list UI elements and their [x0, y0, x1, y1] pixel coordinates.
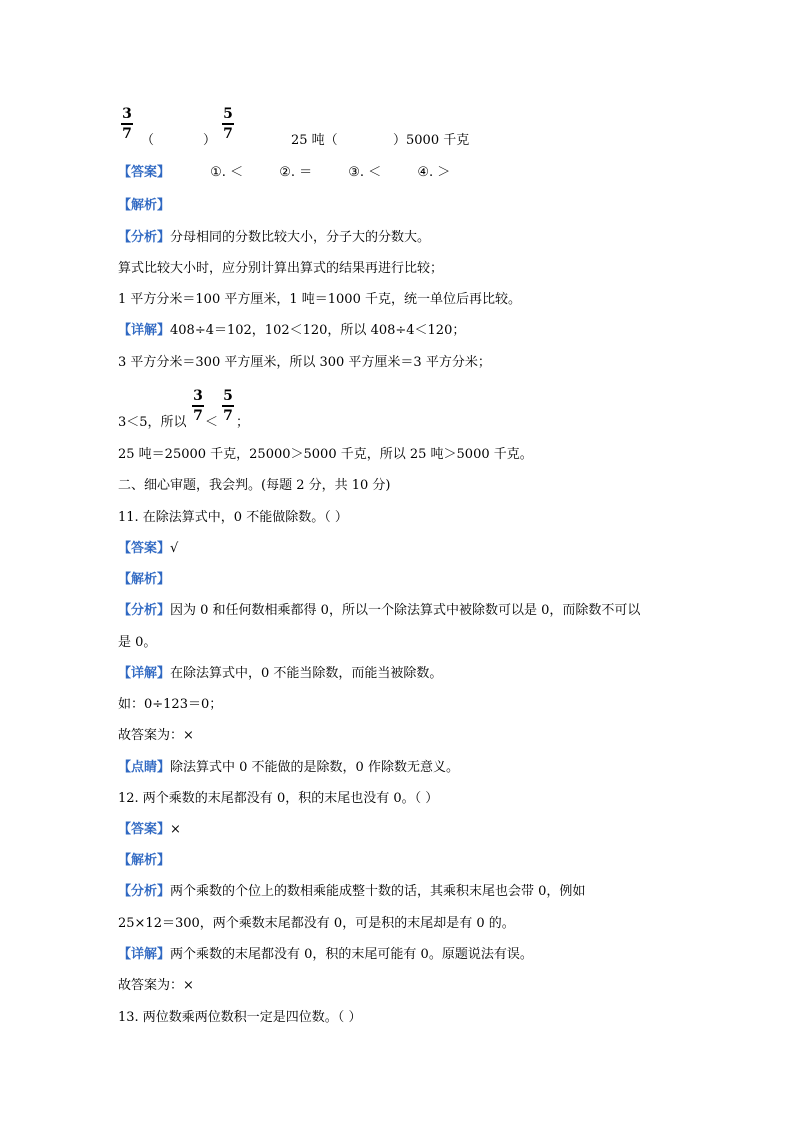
answer-row-q11	[118, 541, 178, 557]
question-11: 11. 在除法算式中，0 不能做除数。（ ）	[118, 510, 348, 525]
ton-compare-left: 25 吨（	[291, 133, 338, 148]
analysis-line	[118, 884, 585, 900]
semicolon: ；	[236, 415, 250, 430]
blank-paren-open: （	[141, 133, 155, 148]
text-line: 1 平方分米＝100 平方厘米，1 吨＝1000 千克，统一单位后再比较。	[118, 292, 521, 307]
fraction-bar	[192, 405, 204, 407]
blank-paren-close: ）	[203, 133, 217, 148]
option-4: ④. ＞	[417, 165, 451, 180]
option-2: ②. ＝	[279, 165, 313, 180]
fraction-3-7	[121, 107, 133, 142]
fenxi-text: 因为 0 和任何数相乘都得 0，所以一个除法算式中被除数可以是 0，而除数不可以	[170, 603, 641, 618]
xiangjie-text: 两个乘数的末尾都没有 0，积的末尾可能有 0。原题说法有误。	[170, 947, 533, 962]
answer-tag: 【答案】	[118, 165, 171, 180]
detail-line	[118, 323, 465, 339]
final-answer: 故答案为：×	[118, 728, 194, 743]
xiangjie-tag: 【详解】	[118, 947, 171, 962]
xiangjie-tag: 【详解】	[118, 666, 171, 681]
analysis-line	[118, 603, 640, 619]
fraction-numerator: 3	[122, 106, 132, 122]
fraction-5-7	[222, 107, 234, 142]
fraction-3-7	[192, 389, 204, 424]
fenxi-tag: 【分析】	[118, 603, 171, 618]
fraction-numerator: 5	[223, 106, 233, 122]
fenxi-text: 两个乘数的个位上的数相乘能成整十数的话，其乘积末尾也会带 0，例如	[170, 884, 586, 899]
final-answer: 故答案为：×	[118, 978, 194, 993]
fraction-numerator: 5	[223, 388, 233, 404]
answer-value: √	[170, 541, 179, 556]
fraction-bar	[222, 123, 234, 125]
answer-row-q10	[118, 165, 450, 181]
answer-tag: 【答案】	[118, 541, 171, 556]
jiexi-tag: 【解析】	[118, 853, 171, 868]
text-line: 算式比较大小时，应分别计算出算式的结果再进行比较；	[118, 261, 444, 276]
answer-tag: 【答案】	[118, 822, 171, 837]
fraction-denominator: 7	[122, 125, 132, 142]
question-13: 13. 两位数乘两位数积一定是四位数。（ ）	[118, 1010, 362, 1025]
jiexi-tag: 【解析】	[118, 198, 171, 213]
dianjing-text: 除法算式中 0 不能做的是除数，0 作除数无意义。	[170, 760, 459, 775]
fraction-denominator: 7	[223, 125, 233, 142]
detail-line	[118, 666, 442, 682]
fenxi-tag: 【分析】	[118, 884, 171, 899]
fraction-numerator: 3	[193, 388, 203, 404]
fraction-bar	[222, 405, 234, 407]
dianjing-tag: 【点睛】	[118, 760, 171, 775]
jiexi-tag: 【解析】	[118, 572, 171, 587]
ton-compare-right: ）5000 千克	[393, 133, 470, 148]
answer-value: ×	[170, 822, 181, 837]
option-3: ③. ＜	[348, 165, 382, 180]
section-heading: 二、细心审题，我会判。(每题 2 分，共 10 分)	[118, 478, 391, 493]
question-12: 12. 两个乘数的末尾都没有 0，积的末尾也没有 0。（ ）	[118, 791, 439, 806]
xiangjie-tag: 【详解】	[118, 323, 171, 338]
analysis-line	[118, 230, 430, 246]
dianjing-line	[118, 760, 459, 776]
example-line: 如：0÷123＝0；	[118, 697, 223, 712]
fenxi-tag: 【分析】	[118, 230, 171, 245]
text-line: 25 吨＝25000 千克，25000＞5000 千克，所以 25 吨＞5000 千克。	[118, 447, 533, 462]
xiangjie-text: 在除法算式中，0 不能当除数，而能当被除数。	[170, 666, 443, 681]
xiangjie-text: 408÷4＝102，102＜120，所以 408÷4＜120；	[170, 323, 466, 338]
fraction-denominator: 7	[223, 407, 233, 424]
less-than-sign: ＜	[205, 415, 219, 430]
fraction-bar	[121, 123, 133, 125]
answer-row-q12	[118, 822, 181, 838]
text-line: 25×12＝300，两个乘数末尾都没有 0，可是积的末尾却是有 0 的。	[118, 916, 515, 931]
fraction-denominator: 7	[193, 407, 203, 424]
compare-text: 3＜5，所以	[118, 415, 187, 430]
text-line: 是 0。	[118, 635, 157, 650]
option-1: ①. ＜	[210, 165, 244, 180]
fraction-5-7	[222, 389, 234, 424]
fenxi-text: 分母相同的分数比较大小，分子大的分数大。	[170, 230, 431, 245]
text-line: 3 平方分米＝300 平方厘米，所以 300 平方厘米＝3 平方分米；	[118, 355, 491, 370]
detail-line	[118, 947, 533, 963]
